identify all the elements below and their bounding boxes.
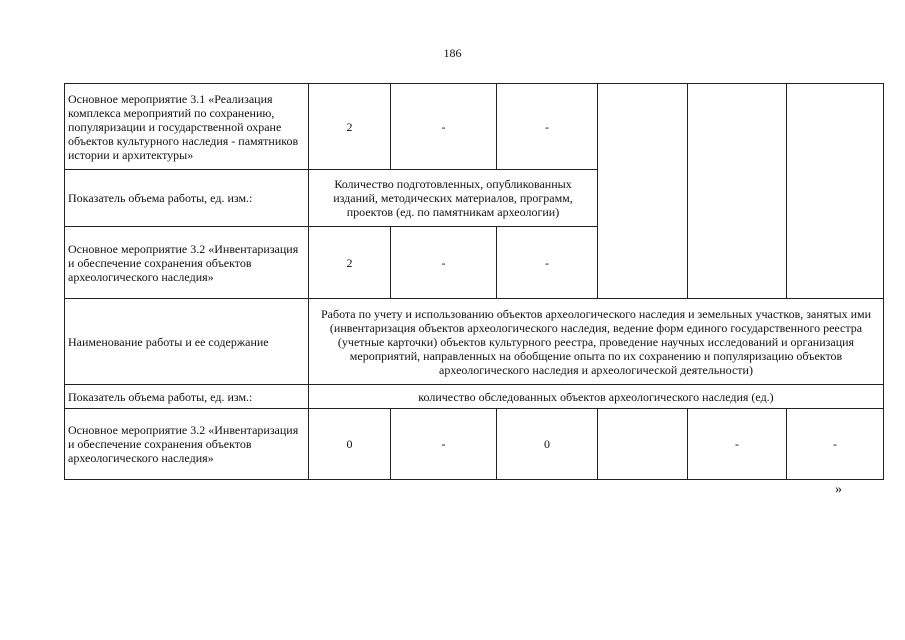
table-cell: - [688, 409, 787, 480]
table-row [65, 385, 884, 409]
row-label: Основное мероприятие 3.2 «Инвентаризация и обеспечение сохранения объектов археологического наследия» [65, 227, 309, 299]
page-number: 186 [443, 46, 462, 60]
table-cell: 2 [309, 227, 391, 299]
table-cell: - [497, 227, 598, 299]
row-label: Показатель объема работы, ед. изм.: [65, 385, 309, 409]
merged-cell: Количество подготовленных, опубликованных изданий, методических материалов, программ, проектов (ед. по памятникам археологии) [309, 170, 598, 227]
table-cell [688, 84, 787, 299]
row-label: Показатель объема работы, ед. изм.: [65, 170, 309, 227]
table-cell: - [391, 227, 497, 299]
row-label: Основное мероприятие 3.1 «Реализация комплекса мероприятий по сохранению, популяризации и государственной охране объектов культурного наследия - памятников истории и архитектуры» [65, 84, 309, 170]
merged-cell: Работа по учету и использованию объектов археологического наследия и земельных участков, занятых ими (инвентаризация объектов археологического наследия, ведение форм единого государственного реестра (учетные карточки) объектов культурного реестра, проведение научных исследований и организация мероприятий, направленных на обобщение опыта по их сохранению и популяризацию объектов археологического наследия и археологической деятельности) [309, 299, 884, 385]
table-cell [598, 84, 688, 299]
table-cell: - [391, 84, 497, 170]
table-cell: - [787, 409, 884, 480]
table-row [65, 299, 884, 385]
closing-quote-mark: » [835, 482, 842, 497]
table-cell: 0 [497, 409, 598, 480]
table-row [65, 84, 884, 170]
table-cell [787, 84, 884, 299]
row-label: Наименование работы и ее содержание [65, 299, 309, 385]
merged-cell: количество обследованных объектов археологического наследия (ед.) [309, 385, 884, 409]
document-table [64, 83, 884, 480]
table-cell: 0 [309, 409, 391, 480]
table-cell: - [497, 84, 598, 170]
table-cell: - [391, 409, 497, 480]
table-row [65, 409, 884, 480]
row-label: Основное мероприятие 3.2 «Инвентаризация и обеспечение сохранения объектов археологического наследия» [65, 409, 309, 480]
table-cell [598, 409, 688, 480]
table-cell: 2 [309, 84, 391, 170]
